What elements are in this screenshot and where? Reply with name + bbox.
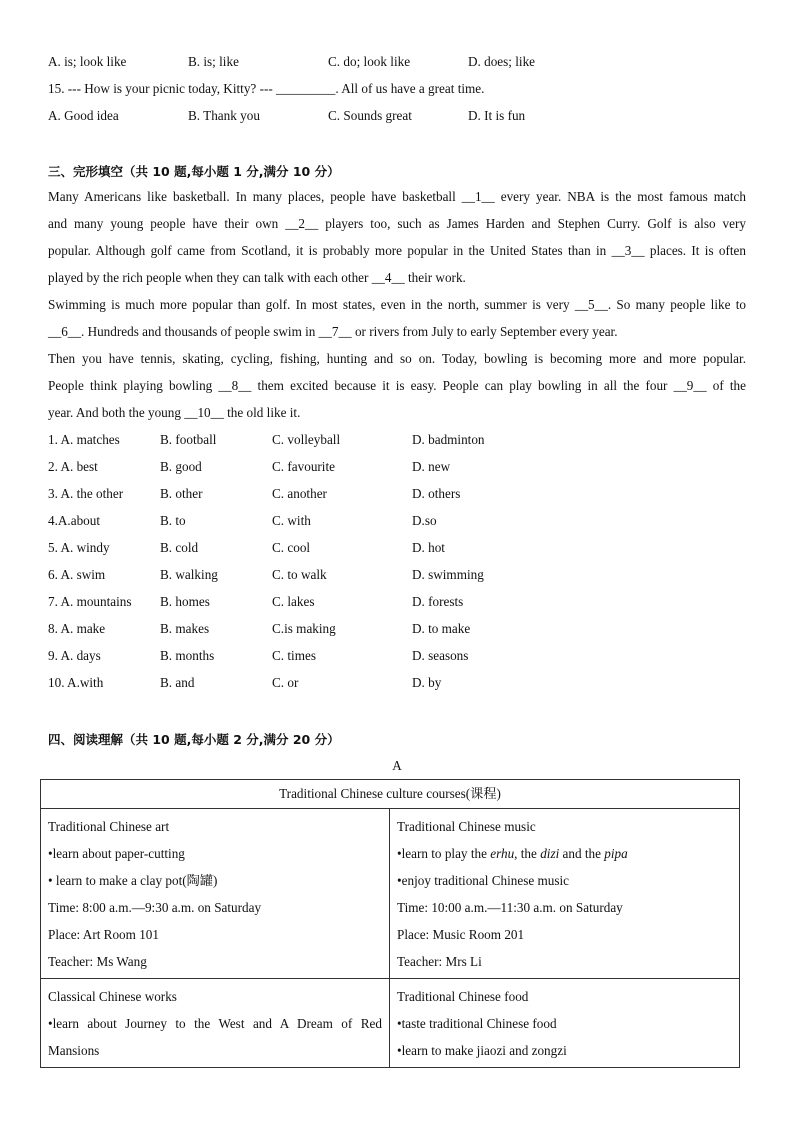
music-item-prefix: •learn to play the (397, 846, 491, 861)
food-course-cell (390, 979, 740, 1068)
option-c: C. with (272, 513, 311, 528)
option-d: D. hot (412, 540, 445, 555)
works-course-title: Classical Chinese works (48, 989, 177, 1004)
passage-line: played by the rich people when they can talk with each other __4__ their work. (48, 270, 466, 285)
passage-line: popular. Although golf came from Scotland, it is probably more popular in the United States than in __3__ places. It is often (48, 243, 746, 258)
option-b: B. walking (160, 567, 218, 582)
art-course-item: •learn about paper-cutting (48, 846, 185, 861)
art-course-place: Place: Art Room 101 (48, 927, 159, 942)
passage-line: and many young people have their own __2__ players too, such as James Harden and Stephen Curry. Golf is also very (48, 216, 746, 231)
section4-heading: 四、阅读理解（共 10 题,每小题 2 分,满分 20 分） (48, 732, 340, 747)
option-b: B. homes (160, 594, 210, 609)
art-course-item: • learn to make a clay pot(陶罐) (48, 873, 218, 888)
option-a: 7. A. mountains (48, 594, 132, 609)
option-c: C. to walk (272, 567, 327, 582)
food-course-item: •learn to make jiaozi and zongzi (397, 1043, 567, 1058)
option-c: C. cool (272, 540, 311, 555)
option-c: C. lakes (272, 594, 315, 609)
option-a: 2. A. best (48, 459, 98, 474)
option-b: B. and (160, 675, 195, 690)
table-row (41, 809, 740, 979)
option-d: D. others (412, 486, 461, 501)
section3-heading: 三、完形填空（共 10 题,每小题 1 分,满分 10 分） (48, 164, 340, 179)
q15-option-c: C. Sounds great (328, 108, 412, 123)
option-a: 3. A. the other (48, 486, 124, 501)
food-course-title: Traditional Chinese food (397, 989, 529, 1004)
instrument-pipa: pipa (604, 846, 628, 861)
option-d: D. forests (412, 594, 464, 609)
music-course-teacher: Teacher: Mrs Li (397, 954, 482, 969)
option-b: B. other (160, 486, 203, 501)
option-c: C. volleyball (272, 432, 341, 447)
music-course-time: Time: 10:00 a.m.—11:30 a.m. on Saturday (397, 900, 623, 915)
passage-line: year. And both the young __10__ the old like it. (48, 405, 301, 420)
option-a: 5. A. windy (48, 540, 110, 555)
option-d: D. new (412, 459, 451, 474)
passage-line: Swimming is much more popular than golf. In most states, even in the north, summer is very __5__. So many people like to (48, 297, 746, 312)
option-b: B. good (160, 459, 202, 474)
q15-question: 15. --- How is your picnic today, Kitty? --- _________. All of us have a great time. (48, 81, 485, 96)
option-a: 10. A.with (48, 675, 104, 690)
food-course-item: •taste traditional Chinese food (397, 1016, 557, 1031)
option-c: C.is making (272, 621, 336, 636)
courses-table (40, 779, 740, 1068)
option-d: D. by (412, 675, 442, 690)
music-item-separator: , the (514, 846, 541, 861)
option-d: D. seasons (412, 648, 469, 663)
option-c: C. times (272, 648, 316, 663)
passage-line: __6__. Hundreds and thousands of people swim in __7__ or rivers from July to early September every year. (48, 324, 618, 339)
table-header-row (41, 780, 740, 809)
option-b: B. to (160, 513, 186, 528)
works-course-cell (41, 979, 390, 1068)
art-course-cell (41, 809, 390, 979)
q14-option-b: B. is; like (188, 54, 239, 69)
passage-line: Then you have tennis, skating, cycling, fishing, hunting and so on. Today, bowling is becoming more and more popular. (48, 351, 746, 366)
option-a: 1. A. matches (48, 432, 120, 447)
art-course-teacher: Teacher: Ms Wang (48, 954, 147, 969)
table-row (41, 979, 740, 1068)
option-b: B. football (160, 432, 217, 447)
passage-line: Many Americans like basketball. In many places, people have basketball __1__ every year. NBA is the most famous match (48, 189, 746, 204)
option-c: C. another (272, 486, 327, 501)
q15-option-b: B. Thank you (188, 108, 260, 123)
q15-option-d: D. It is fun (468, 108, 526, 123)
music-course-item: •enjoy traditional Chinese music (397, 873, 569, 888)
option-a: 6. A. swim (48, 567, 106, 582)
passage-label: A (392, 758, 402, 773)
option-a: 4.A.about (48, 513, 101, 528)
q14-option-c: C. do; look like (328, 54, 411, 69)
option-b: B. cold (160, 540, 199, 555)
option-b: B. months (160, 648, 215, 663)
art-course-title: Traditional Chinese art (48, 819, 170, 834)
q14-option-d: D. does; like (468, 54, 536, 69)
option-b: B. makes (160, 621, 210, 636)
passage-line: People think playing bowling __8__ them excited because it is easy. People can play bowling in all the four __9__ of the (48, 378, 746, 393)
music-course-place: Place: Music Room 201 (397, 927, 525, 942)
option-a: 8. A. make (48, 621, 106, 636)
option-d: D. swimming (412, 567, 484, 582)
q15-option-a: A. Good idea (48, 108, 119, 123)
option-c: C. or (272, 675, 299, 690)
q14-option-a: A. is; look like (48, 54, 127, 69)
art-course-time: Time: 8:00 a.m.—9:30 a.m. on Saturday (48, 900, 262, 915)
table-title: Traditional Chinese culture courses(课程) (41, 780, 740, 809)
music-course-title: Traditional Chinese music (397, 819, 536, 834)
option-d: D. badminton (412, 432, 485, 447)
works-course-item-continued: Mansions (48, 1043, 100, 1058)
music-course-item (397, 840, 732, 867)
option-a: 9. A. days (48, 648, 101, 663)
option-c: C. favourite (272, 459, 335, 474)
instrument-dizi: dizi (540, 846, 560, 861)
option-d: D.so (412, 513, 437, 528)
music-course-cell (390, 809, 740, 979)
instrument-erhu: erhu (490, 846, 515, 861)
music-item-separator: and the (559, 846, 605, 861)
option-d: D. to make (412, 621, 471, 636)
works-course-item: •learn about Journey to the West and A Dream of Red (48, 1016, 382, 1031)
